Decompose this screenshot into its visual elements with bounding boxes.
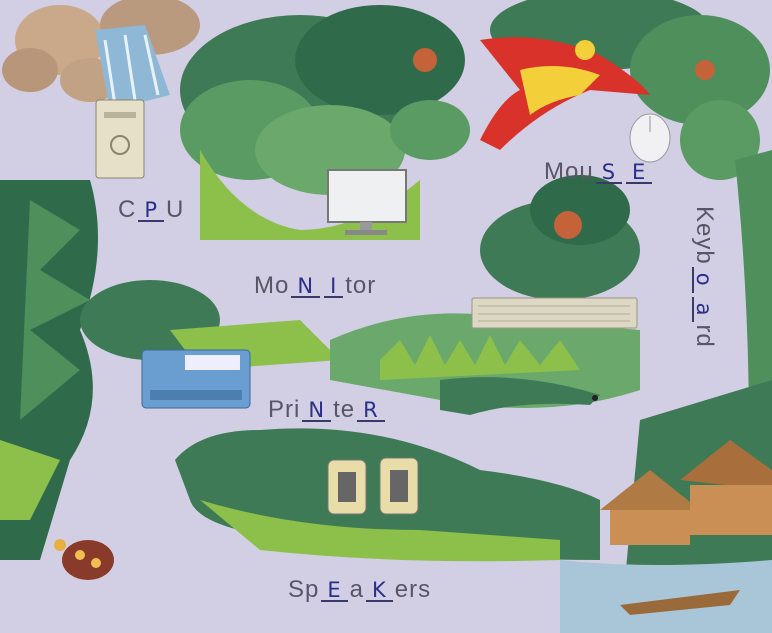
printer-prefix: Pri — [268, 396, 301, 423]
printer-mid: te — [333, 396, 356, 423]
monitor-answer-1[interactable]: N — [291, 276, 320, 298]
word-speakers — [288, 576, 431, 604]
mouse-icon — [630, 114, 670, 162]
speakers-mid: a — [349, 576, 364, 603]
word-printer — [268, 396, 387, 424]
word-cpu — [118, 196, 184, 224]
keyboard-prefix: Keyb — [691, 206, 718, 265]
printer-answer-1[interactable]: N — [302, 400, 331, 422]
monitor-answer-2[interactable]: I — [324, 276, 343, 298]
speakers-answer-1[interactable]: E — [321, 580, 347, 602]
word-monitor — [254, 272, 376, 300]
word-mouse — [544, 158, 654, 186]
water — [560, 560, 772, 633]
keyboard-suffix: rd — [691, 324, 718, 348]
word-keyboard — [690, 206, 718, 348]
speakers-suffix: ers — [394, 576, 432, 603]
keyboard-answer-1[interactable]: o — [692, 267, 714, 293]
keyboard-icon — [472, 298, 637, 328]
speakers-answer-2[interactable]: K — [366, 580, 393, 602]
keyboard-answer-2[interactable]: a — [692, 297, 714, 323]
cpu-suffix: U — [166, 196, 185, 223]
mouse-answer-1[interactable]: S — [596, 162, 622, 184]
printer-answer-2[interactable]: R — [357, 400, 385, 422]
mouse-prefix: Mou — [544, 158, 594, 185]
monitor-suffix: tor — [345, 272, 377, 299]
monitor-prefix: Mo — [254, 272, 290, 299]
cpu-answer-1[interactable]: P — [138, 200, 164, 222]
mouse-answer-2[interactable]: E — [626, 162, 652, 184]
printer-icon — [142, 350, 250, 408]
cpu-prefix: C — [118, 196, 137, 223]
speakers-prefix: Sp — [288, 576, 320, 603]
cpu-icon — [96, 100, 144, 178]
